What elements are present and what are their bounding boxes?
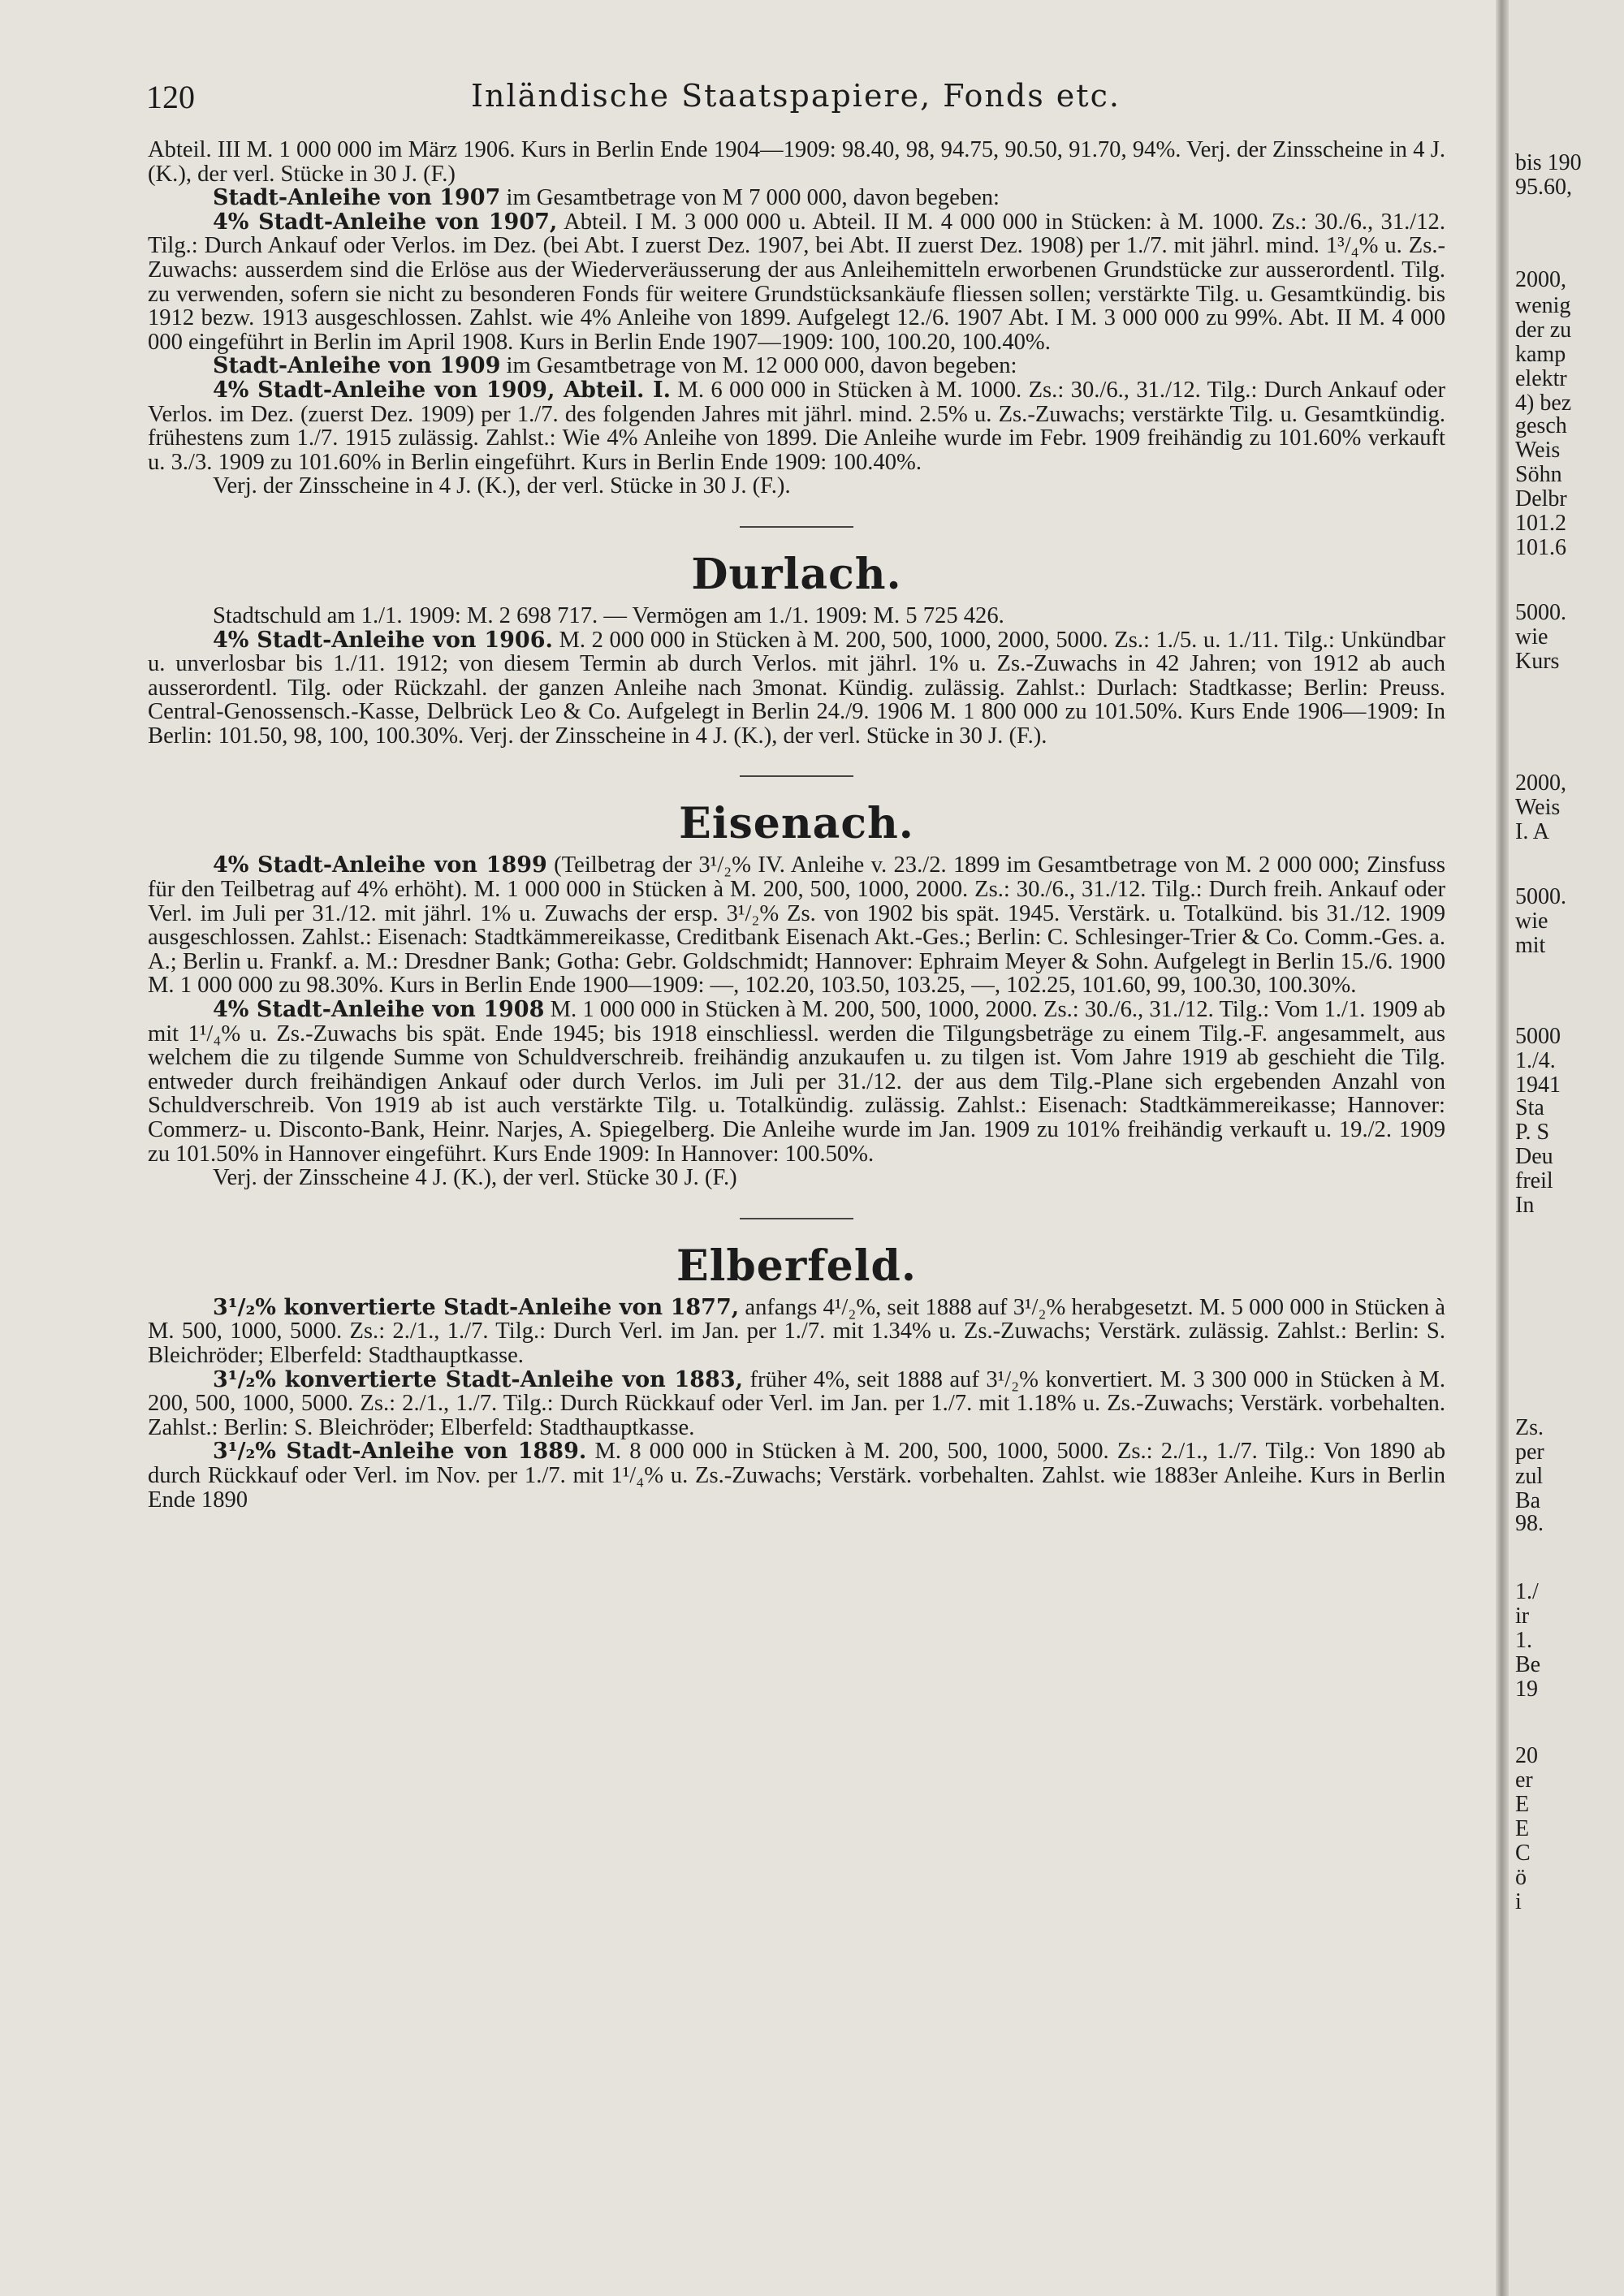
margin-fragment: kamp xyxy=(1515,342,1566,367)
loan-title: 3¹/₂% konvertierte Stadt-Anleihe von 1877, xyxy=(213,1294,740,1320)
paragraph xyxy=(148,186,1445,210)
running-header xyxy=(146,78,1445,120)
paragraph-text: M. 2 000 000 in Stücken à M. 200, 500, 1000, 2000, 5000. Zs.: 1./5. u. 1./11. Tilg.: Unkündbar u. unverlosbar bis 1./11. 1912; von diesem Termin ab durch Verlos. mit jährl. 1% u. Zs.-Zuwachs in 42 Jahren; von 1912 ab auch ausserordentl. Tilg. oder Rückzahl. der ganzen Anleihe nach 3monat. Kündig. zulässig. Zahlst.: Durlach: Stadtkasse; Berlin: Preuss. Central-Genossensch.-Kasse, Delbrück Leo & Co. Aufgelegt in Berlin 24./9. 1906 M. 1 800 000 zu 101.50%. Kurs Ende 1906—1909: In Berlin: 101.50, 98, 100, 100.30%. Verj. der Zinsscheine in 4 J. (K.), der verl. Stücke in 30 J. (F.). xyxy=(148,627,1445,749)
margin-fragment: der zu xyxy=(1515,317,1572,343)
paragraph xyxy=(148,998,1445,1166)
margin-fragment: Be xyxy=(1515,1652,1541,1677)
paragraph xyxy=(148,378,1445,474)
paragraph xyxy=(148,628,1445,749)
margin-fragment: Kurs xyxy=(1515,649,1560,674)
section-continued xyxy=(148,138,1445,498)
paragraph: Abteil. III M. 1 000 000 im März 1906. Kurs in Berlin Ende 1904—1909: 98.40, 98, 94.75, 90.50, 91.70, 94%. Verj. der Zinsscheine in 4 J. (K.), der verl. Stücke in 30 J. (F.) xyxy=(148,137,1445,187)
paragraph xyxy=(148,1439,1445,1512)
margin-fragment: Delbr xyxy=(1515,486,1567,511)
paragraph-text: Abteil. I M. 3 000 000 u. Abteil. II M. 4 000 000 in Stücken: à M. 1000. Zs.: 30./6., 31./12. Tilg.: Durch Ankauf oder Verlos. im Dez. (bei Abt. I zuerst Dez. 1907, bei Abt. II zuerst Dez. 1908) per 1./7. mit jährl. mind. 1³/₄% u. Zs.-Zuwachs: ausserdem sind die Erlöse aus der Wiederveräusserung der aus Anleihemitteln erworbenen Grundstücke zur ausserordentl. Tilg. zu verwenden, sofern sie nicht zu besonderen Fonds für weitere Grundstücksankäufe fliessen sollen; verstärkte Tilg. u. Gesamtkündig. bis 1912 bezw. 1913 ausgeschlossen. Zahlst. wie 4% Anleihe von 1899. Aufgelegt 12./6. 1907 Abt. I M. 3 000 000 zu 99%. Abt. II M. 4 000 000 eingeführt in Berlin im April 1908. Kurs in Berlin Ende 1907—1909: 100, 100.20, 100.40%. xyxy=(148,209,1445,355)
paragraph-text: (Teilbetrag der 3¹/₂% IV. Anleihe v. 23./2. 1899 im Gesamtbetrage von M. 2 000 000; Zinsfuss für den Teilbetrag auf 4% erhöht). M. 1 000 000 in Stücken à M. 200, 500, 1000, 2000. Zs.: 30./6., 31./12. Tilg.: Durch freih. Ankauf oder Verl. im Juli per 31./12. mit jährl. 1% u. Zuwachs der ersp. 3¹/₂% Zs. von 1902 bis spät. 1945. Verstärk. u. Totalkünd. bis 31./12. 1909 ausgeschlossen. Zahlst.: Eisenach: Stadtkämmereikasse, Creditbank Eisenach Akt.-Ges.; Berlin: C. Schlesinger-Trier & Co. Comm.-Ges. a. A.; Berlin u. Frankf. a. M.: Dresdner Bank; Gotha: Gebr. Goldschmidt; Hannover: Ephraim Meyer & Sohn. Aufgelegt in Berlin 15./6. 1900 M. 1 000 000 zu 98.30%. Kurs in Berlin Ende 1900—1909: —, 102.20, 103.50, 103.25, —, 102.25, 101.60, 99, 100.30, 100.30%. xyxy=(148,852,1445,999)
section-elberfeld xyxy=(148,1242,1445,1512)
page-body xyxy=(148,138,1445,1512)
city-heading: Durlach. xyxy=(691,549,902,599)
margin-fragment: Weis xyxy=(1515,438,1561,463)
margin-fragment: ö xyxy=(1515,1865,1527,1890)
loan-title: 4% Stadt-Anleihe von 1908 xyxy=(213,997,545,1023)
margin-fragment: 2000, xyxy=(1515,267,1566,292)
section-eisenach xyxy=(148,800,1445,1189)
paragraph xyxy=(148,210,1445,355)
margin-fragment: wie xyxy=(1515,908,1548,934)
margin-fragment: P. S xyxy=(1515,1120,1550,1145)
margin-fragment: 5000. xyxy=(1515,600,1566,625)
margin-fragment: 101.6 xyxy=(1515,535,1566,560)
loan-title: 3¹/₂% konvertierte Stadt-Anleihe von 1883, xyxy=(213,1366,744,1392)
paragraph-text: M. 6 000 000 in Stücken à M. 1000. Zs.: 30./6., 31./12. Tilg.: Durch Ankauf oder Verlos. im Dez. (zuerst Dez. 1909) per 1./7. des folgenden Jahres mit jährl. mind. 2.5% u. Zs.-Zuwachs; verstärkte Tilg. u. Gesamtkündig. frühestens zum 1./7. 1915 zulässig. Zahlst.: Wie 4% Anleihe von 1899. Die Anleihe wurde im Febr. 1909 freihändig zu 101.60% verkauft u. 3./3. 1909 zu 101.60% in Berlin eingeführt. Kurs in Berlin Ende 1909: 100.40%. xyxy=(148,377,1445,475)
loan-title: 3¹/₂% Stadt-Anleihe von 1889. xyxy=(213,1439,587,1465)
paragraph xyxy=(148,853,1445,998)
loan-title: Stadt-Anleihe von 1907 xyxy=(213,185,501,211)
paragraph-text: M. 1 000 000 in Stücken à M. 200, 500, 1000, 2000. Zs.: 30./6., 31./12. Tilg.: Vom 1./1. 1909 ab mit 1¹/₄% u. Zs.-Zuwachs bis spät. Ende 1945; bis 1918 einschliessl. werden die Tilgungsbeträge zu einem Tilg.-F. angesammelt, aus welchem die zu tilgende Summe von Schuldverschreib. freihändig anzukaufen u. zu tilgen ist. Vom Jahre 1919 ab geschieht die Tilg. entweder durch freihändigen Ankauf oder durch Verlos. im Juli per 31./12. der aus dem Tilg.-Plane sich ergebenden Anzahl von Schuldverschreib. Von 1919 ab ist auch verstärkte Tilg. u. Totalkündig. zulässig. Zahlst.: Eisenach: Stadtkämmereikasse; Hannover: Commerz- u. Disconto-Bank, Heinr. Narjes, A. Spiegelberg. Die Anleihe wurde im Jan. 1909 zu 101% freihändig verkauft u. 19./2. 1909 zu 101.50% in Hannover eingeführt. Kurs Ende 1909: In Hannover: 100.50%. xyxy=(148,997,1446,1167)
margin-fragment: 5000 xyxy=(1515,1024,1561,1049)
margin-fragment: zul xyxy=(1515,1464,1544,1489)
margin-fragment: Zs. xyxy=(1515,1415,1544,1440)
facing-page-edge xyxy=(1509,0,1624,2296)
section-durlach xyxy=(148,550,1445,749)
margin-fragment: 101.2 xyxy=(1515,511,1566,536)
margin-fragment: i xyxy=(1515,1889,1522,1914)
paragraph-text: im Gesamtbetrage von M 7 000 000, davon begeben: xyxy=(500,185,1000,211)
book-gutter xyxy=(1496,0,1509,2296)
paragraph: Verj. der Zinsscheine 4 J. (K.), der verl. Stücke 30 J. (F.) xyxy=(213,1165,737,1191)
paragraph-text: im Gesamtbetrage von M. 12 000 000, davon begeben: xyxy=(500,353,1017,379)
margin-fragment: freil xyxy=(1515,1168,1553,1193)
margin-fragment: 2000, xyxy=(1515,770,1566,796)
margin-fragment: 98. xyxy=(1515,1511,1544,1536)
running-title: Inländische Staatspapiere, Fonds etc. xyxy=(471,78,1121,114)
loan-title: 4% Stadt-Anleihe von 1899 xyxy=(213,852,547,878)
margin-fragment: 4) bez xyxy=(1515,391,1572,416)
paragraph-text: früher 4%, seit 1888 auf 3¹/₂% konvertiert. M. 3 300 000 in Stücken à M. 200, 500, 1000, 5000. Zs.: 2./1., 1./7. Tilg.: Durch Rückkauf oder Verl. im Jan. per 1./7. mit 1.18% u. Zs.-Zuwachs; Verstärk. vorbehalten. Zahlst.: Berlin: S. Bleichröder; Elberfeld: Stadthauptkasse. xyxy=(148,1366,1445,1440)
margin-fragment: er xyxy=(1515,1767,1533,1793)
margin-fragment: mit xyxy=(1515,933,1546,958)
loan-title: 4% Stadt-Anleihe von 1906. xyxy=(213,627,553,653)
margin-fragment: gesch xyxy=(1515,413,1567,438)
paragraph: Verj. der Zinsscheine in 4 J. (K.), der verl. Stücke in 30 J. (F.). xyxy=(213,473,791,499)
margin-fragment: wenig xyxy=(1515,293,1571,318)
margin-fragment: wie xyxy=(1515,624,1548,650)
page-number: 120 xyxy=(146,79,195,115)
paragraph-text: anfangs 4¹/₂%, seit 1888 auf 3¹/₂% herabgesetzt. M. 5 000 000 in Stücken à M. 500, 1000, 5000. Zs.: 2./1., 1./7. Tilg.: Durch Verl. im Jan. per 1./7. mit 1.34% u. Zs.-Zuwachs; Verstärk. zulässig. Zahlst.: Berlin: S. Bleichröder; Elberfeld: Stadthauptkasse. xyxy=(148,1294,1445,1368)
margin-fragment: Deu xyxy=(1515,1144,1553,1169)
section-divider xyxy=(740,775,853,777)
loan-title: 4% Stadt-Anleihe von 1909, Abteil. I. xyxy=(213,377,672,403)
loan-title: Stadt-Anleihe von 1909 xyxy=(213,353,501,379)
margin-fragment: In xyxy=(1515,1193,1535,1218)
margin-fragment: per xyxy=(1515,1439,1544,1465)
margin-fragment: Sta xyxy=(1515,1095,1544,1120)
margin-fragment: bis 190 xyxy=(1515,150,1582,175)
paragraph-text: M. 8 000 000 in Stücken à M. 200, 500, 1000, 5000. Zs.: 2./1., 1./7. Tilg.: Von 1890 ab durch Rückkauf oder Verl. im Nov. per 1./7. mit 1¹/₄% u. Zs.-Zuwachs; Verstärk. vorbehalten. Zahlst. wie 1883er Anleihe. Kurs in Berlin Ende 1890 xyxy=(148,1439,1445,1513)
margin-fragment: 1941 xyxy=(1515,1072,1561,1098)
paragraph: Stadtschuld am 1./1. 1909: M. 2 698 717. — Vermögen am 1./1. 1909: M. 5 725 426. xyxy=(213,602,1004,628)
margin-fragment: 1./4. xyxy=(1515,1048,1556,1073)
margin-fragment: 95.60, xyxy=(1515,175,1572,200)
section-divider xyxy=(740,1218,853,1219)
margin-fragment: Weis xyxy=(1515,795,1561,820)
margin-fragment: Ba xyxy=(1515,1488,1541,1513)
section-divider xyxy=(740,526,853,528)
margin-fragment: 5000. xyxy=(1515,884,1566,909)
margin-fragment: Söhn xyxy=(1515,462,1562,487)
margin-fragment: E xyxy=(1515,1792,1530,1817)
margin-fragment: C xyxy=(1515,1841,1531,1866)
margin-fragment: 19 xyxy=(1515,1677,1538,1702)
margin-fragment: 1. xyxy=(1515,1628,1532,1653)
margin-fragment: I. A xyxy=(1515,819,1549,844)
margin-fragment: 1./ xyxy=(1515,1579,1539,1604)
margin-fragment: 20 xyxy=(1515,1743,1538,1768)
paragraph xyxy=(148,354,1445,378)
city-heading: Eisenach. xyxy=(679,799,914,849)
margin-fragment: E xyxy=(1515,1816,1530,1841)
margin-fragment: ir xyxy=(1515,1603,1530,1629)
loan-title: 4% Stadt-Anleihe von 1907, xyxy=(213,209,558,235)
paragraph xyxy=(148,1296,1445,1368)
paragraph xyxy=(148,1368,1445,1440)
margin-fragment: elektr xyxy=(1515,366,1567,391)
city-heading: Elberfeld. xyxy=(676,1241,917,1291)
